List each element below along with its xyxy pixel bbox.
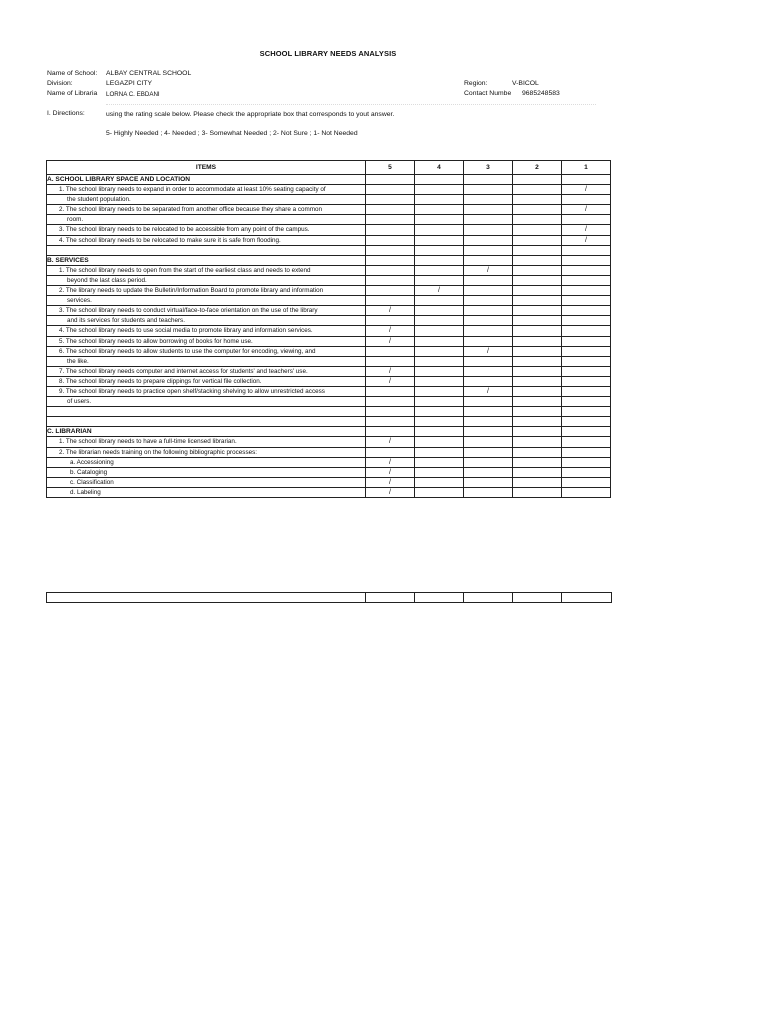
rating-5-cell[interactable] <box>366 275 415 285</box>
librarian-label: Name of Libraria <box>47 90 98 97</box>
item-text: of users. <box>47 397 366 407</box>
table-row <box>47 376 611 386</box>
rating-5-cell[interactable] <box>366 195 415 205</box>
rating-3-cell[interactable] <box>464 215 513 225</box>
needs-table <box>46 160 611 498</box>
item-text: room. <box>47 215 366 225</box>
rating-2-cell[interactable] <box>513 407 562 417</box>
item-text <box>47 417 366 427</box>
table-row <box>47 275 611 285</box>
section-row <box>47 255 611 265</box>
rating-3-cell[interactable]: / <box>464 386 513 396</box>
section-heading: B. SERVICES <box>47 255 366 265</box>
item-text: d. Labeling <box>47 487 366 497</box>
item-text: 5. The school library needs to allow borrowing of books for home use. <box>47 336 366 346</box>
rating-3-cell[interactable] <box>464 447 513 457</box>
rating-3-cell[interactable] <box>464 316 513 326</box>
rating-4-cell[interactable] <box>415 296 464 306</box>
rating-1-cell[interactable] <box>562 306 611 316</box>
rating-1-cell[interactable] <box>562 346 611 356</box>
rating-3-cell[interactable] <box>464 326 513 336</box>
rating-3-cell[interactable] <box>464 397 513 407</box>
rating-1-cell[interactable] <box>562 275 611 285</box>
table-row <box>47 346 611 356</box>
rating-5-cell[interactable] <box>366 346 415 356</box>
rating-2-cell[interactable] <box>513 215 562 225</box>
item-text: 1. The school library needs to expand in order to accommodate at least 10% seating capacity of <box>47 185 366 195</box>
rating-scale-legend: 5- Highly Needed ; 4- Needed ; 3- Somewhat Needed ; 2- Not Sure ; 1- Not Needed <box>106 130 358 137</box>
rating-5-cell[interactable] <box>366 296 415 306</box>
rating-1-cell[interactable] <box>562 467 611 477</box>
rating-5-cell[interactable] <box>366 215 415 225</box>
rating-4-cell[interactable] <box>415 265 464 275</box>
rating-5-cell[interactable]: / <box>366 376 415 386</box>
rating-3-cell[interactable] <box>464 275 513 285</box>
rating-1-cell[interactable] <box>562 407 611 417</box>
table-body <box>47 175 611 498</box>
rating-3-cell[interactable] <box>464 205 513 215</box>
header-rating-3: 3 <box>464 161 513 175</box>
rating-4-cell[interactable] <box>415 397 464 407</box>
header-items: ITEMS <box>47 161 366 175</box>
rating-3-cell[interactable] <box>464 376 513 386</box>
rating-5-cell[interactable] <box>366 356 415 366</box>
item-text: 2. The library needs to update the Bulletin/Information Board to promote library and information <box>47 286 366 296</box>
rating-5-cell[interactable]: / <box>366 326 415 336</box>
rating-3-cell[interactable] <box>464 235 513 245</box>
rating-5-cell[interactable]: / <box>366 306 415 316</box>
footer-cell <box>366 593 415 603</box>
rating-4-cell[interactable] <box>415 175 464 185</box>
rating-1-cell[interactable] <box>562 366 611 376</box>
rating-4-cell[interactable] <box>415 346 464 356</box>
rating-2-cell[interactable] <box>513 296 562 306</box>
rating-4-cell[interactable] <box>415 366 464 376</box>
table-row <box>47 316 611 326</box>
table-row <box>47 265 611 275</box>
footer-cell <box>562 593 612 603</box>
item-text: c. Classification <box>47 477 366 487</box>
item-text <box>47 407 366 417</box>
rating-2-cell[interactable] <box>513 366 562 376</box>
rating-5-cell[interactable] <box>366 205 415 215</box>
rating-1-cell[interactable] <box>562 417 611 427</box>
rating-1-cell[interactable] <box>562 356 611 366</box>
rating-2-cell[interactable] <box>513 397 562 407</box>
rating-4-cell[interactable] <box>415 316 464 326</box>
rating-2-cell[interactable] <box>513 225 562 235</box>
rating-2-cell[interactable] <box>513 245 562 255</box>
rating-2-cell[interactable] <box>513 326 562 336</box>
rating-2-cell[interactable] <box>513 386 562 396</box>
rating-1-cell[interactable] <box>562 286 611 296</box>
rating-2-cell[interactable] <box>513 306 562 316</box>
rating-3-cell[interactable]: / <box>464 265 513 275</box>
rating-3-cell[interactable] <box>464 407 513 417</box>
rating-1-cell[interactable] <box>562 175 611 185</box>
item-text: 1. The school library needs to open from the start of the earliest class and needs to extend <box>47 265 366 275</box>
rating-1-cell[interactable] <box>562 195 611 205</box>
rating-4-cell[interactable] <box>415 306 464 316</box>
rating-2-cell[interactable] <box>513 175 562 185</box>
item-text: 7. The school library needs computer and internet access for students' and teachers' use. <box>47 366 366 376</box>
division-value: LEGAZPI CITY <box>106 80 153 87</box>
footer-cell <box>415 593 464 603</box>
rating-5-cell[interactable] <box>366 397 415 407</box>
item-text: 6. The school library needs to allow students to use the computer for encoding, viewing, and <box>47 346 366 356</box>
section-heading: A. SCHOOL LIBRARY SPACE AND LOCATION <box>47 175 366 185</box>
school-name-label: Name of School: <box>47 70 98 77</box>
rating-5-cell[interactable]: / <box>366 487 415 497</box>
rating-3-cell[interactable] <box>464 225 513 235</box>
item-text: 9. The school library needs to practice open shelf/stacking shelving to allow unrestricted access <box>47 386 366 396</box>
directions-label: I. Directions: <box>47 110 85 117</box>
rating-4-cell[interactable] <box>415 457 464 467</box>
rating-2-cell[interactable] <box>513 376 562 386</box>
librarian-value: LORNA C. EBDANI <box>106 91 160 98</box>
rating-2-cell[interactable] <box>513 235 562 245</box>
rating-5-cell[interactable] <box>366 245 415 255</box>
section-heading: C. LIBRARIAN <box>47 427 366 437</box>
rating-5-cell[interactable] <box>366 316 415 326</box>
table-row <box>47 397 611 407</box>
item-text: 4. The school library needs to use social media to promote library and information services. <box>47 326 366 336</box>
rating-3-cell[interactable] <box>464 175 513 185</box>
rating-4-cell[interactable] <box>415 356 464 366</box>
rating-2-cell[interactable] <box>513 195 562 205</box>
rating-3-cell[interactable] <box>464 336 513 346</box>
rating-1-cell[interactable] <box>562 215 611 225</box>
rating-3-cell[interactable] <box>464 427 513 437</box>
item-text: 3. The school library needs to be relocated to be accessible from any point of the campus. <box>47 225 366 235</box>
rating-4-cell[interactable]: / <box>415 286 464 296</box>
directions-text: using the rating scale below. Please check the appropriate box that corresponds to yout answer. <box>106 111 395 118</box>
rating-5-cell[interactable]: / <box>366 467 415 477</box>
item-text: and its services for students and teachers. <box>47 316 366 326</box>
table-header-row <box>47 161 611 175</box>
rating-3-cell[interactable] <box>464 437 513 447</box>
footer-cell <box>464 593 513 603</box>
item-text: the student population. <box>47 195 366 205</box>
rating-4-cell[interactable] <box>415 477 464 487</box>
rating-3-cell[interactable] <box>464 457 513 467</box>
rating-4-cell[interactable] <box>415 326 464 336</box>
footer-cell <box>47 593 366 603</box>
table-row <box>47 185 611 195</box>
rating-2-cell[interactable] <box>513 356 562 366</box>
school-name-value: ALBAY CENTRAL SCHOOL <box>106 70 192 77</box>
rating-2-cell[interactable] <box>513 457 562 467</box>
rating-3-cell[interactable] <box>464 467 513 477</box>
rating-5-cell[interactable] <box>366 407 415 417</box>
item-text: 1. The school library needs to have a full-time licensed librarian. <box>47 437 366 447</box>
table-row <box>47 245 611 255</box>
table-row <box>47 477 611 487</box>
table-row <box>47 326 611 336</box>
rating-4-cell[interactable] <box>415 376 464 386</box>
rating-1-cell[interactable] <box>562 487 611 497</box>
header-rating-1: 1 <box>562 161 611 175</box>
rating-5-cell[interactable] <box>366 427 415 437</box>
rating-1-cell[interactable]: / <box>562 235 611 245</box>
rating-1-cell[interactable] <box>562 386 611 396</box>
rating-2-cell[interactable] <box>513 205 562 215</box>
item-text: services. <box>47 296 366 306</box>
rating-2-cell[interactable] <box>513 477 562 487</box>
rating-4-cell[interactable] <box>415 185 464 195</box>
rating-4-cell[interactable] <box>415 235 464 245</box>
item-text: 3. The school library needs to conduct virtual/face-to-face orientation on the use of the library <box>47 306 366 316</box>
rating-2-cell[interactable] <box>513 467 562 477</box>
footer-table-row <box>46 592 612 603</box>
rating-4-cell[interactable] <box>415 215 464 225</box>
table-row <box>47 356 611 366</box>
rating-4-cell[interactable] <box>415 437 464 447</box>
item-text: beyond the last class period. <box>47 275 366 285</box>
table-row <box>47 457 611 467</box>
table-row <box>47 437 611 447</box>
rating-1-cell[interactable] <box>562 245 611 255</box>
header-rating-5: 5 <box>366 161 415 175</box>
rating-2-cell[interactable] <box>513 336 562 346</box>
rating-1-cell[interactable] <box>562 397 611 407</box>
rating-5-cell[interactable] <box>366 255 415 265</box>
rating-5-cell[interactable]: / <box>366 457 415 467</box>
rating-5-cell[interactable]: / <box>366 336 415 346</box>
rating-4-cell[interactable] <box>415 467 464 477</box>
rating-4-cell[interactable] <box>415 225 464 235</box>
table-row <box>47 235 611 245</box>
contact-value: 9685248583 <box>522 90 560 97</box>
rating-4-cell[interactable] <box>415 427 464 437</box>
footer-cell <box>513 593 562 603</box>
rating-4-cell[interactable] <box>415 386 464 396</box>
rating-5-cell[interactable] <box>366 225 415 235</box>
table-row <box>47 447 611 457</box>
rating-1-cell[interactable]: / <box>562 205 611 215</box>
rating-4-cell[interactable] <box>415 336 464 346</box>
rating-1-cell[interactable] <box>562 447 611 457</box>
rating-5-cell[interactable]: / <box>366 366 415 376</box>
rating-4-cell[interactable] <box>415 245 464 255</box>
rating-4-cell[interactable] <box>415 195 464 205</box>
region-label: Region: <box>464 80 488 87</box>
rating-1-cell[interactable] <box>562 437 611 447</box>
rating-5-cell[interactable] <box>366 265 415 275</box>
item-text: 2. The librarian needs training on the following bibliographic processes: <box>47 447 366 457</box>
table-row <box>47 366 611 376</box>
rating-5-cell[interactable] <box>366 235 415 245</box>
table-row <box>47 407 611 417</box>
rating-3-cell[interactable] <box>464 195 513 205</box>
rating-2-cell[interactable] <box>513 437 562 447</box>
rating-3-cell[interactable]: / <box>464 346 513 356</box>
rating-1-cell[interactable] <box>562 316 611 326</box>
rating-1-cell[interactable] <box>562 336 611 346</box>
rating-1-cell[interactable] <box>562 457 611 467</box>
rating-5-cell[interactable] <box>366 447 415 457</box>
rating-5-cell[interactable] <box>366 185 415 195</box>
rating-1-cell[interactable] <box>562 255 611 265</box>
rating-2-cell[interactable] <box>513 316 562 326</box>
header-rating-4: 4 <box>415 161 464 175</box>
rating-2-cell[interactable] <box>513 185 562 195</box>
section-row <box>47 175 611 185</box>
rating-3-cell[interactable] <box>464 487 513 497</box>
table-row <box>47 195 611 205</box>
rating-1-cell[interactable] <box>562 326 611 336</box>
rating-1-cell[interactable]: / <box>562 185 611 195</box>
rating-5-cell[interactable] <box>366 417 415 427</box>
table-row <box>47 215 611 225</box>
rating-3-cell[interactable] <box>464 185 513 195</box>
table-row <box>47 467 611 477</box>
table-row <box>47 296 611 306</box>
rating-1-cell[interactable] <box>562 427 611 437</box>
item-text <box>47 245 366 255</box>
rating-3-cell[interactable] <box>464 306 513 316</box>
table-row <box>47 386 611 396</box>
rating-1-cell[interactable]: / <box>562 225 611 235</box>
clipped-text-line <box>106 104 596 109</box>
rating-4-cell[interactable] <box>415 205 464 215</box>
rating-4-cell[interactable] <box>415 407 464 417</box>
table-row <box>47 487 611 497</box>
rating-2-cell[interactable] <box>513 427 562 437</box>
rating-5-cell[interactable] <box>366 286 415 296</box>
rating-2-cell[interactable] <box>513 265 562 275</box>
region-value: V-BICOL <box>512 80 539 87</box>
rating-4-cell[interactable] <box>415 275 464 285</box>
item-text: 4. The school library needs to be relocated to make sure it is safe from flooding. <box>47 235 366 245</box>
rating-2-cell[interactable] <box>513 255 562 265</box>
table-row <box>47 306 611 316</box>
rating-3-cell[interactable] <box>464 356 513 366</box>
rating-4-cell[interactable] <box>415 487 464 497</box>
contact-label: Contact Numbe <box>464 90 512 97</box>
table-row <box>47 336 611 346</box>
rating-1-cell[interactable] <box>562 376 611 386</box>
rating-3-cell[interactable] <box>464 296 513 306</box>
division-label: Division: <box>47 80 73 87</box>
item-text: b. Cataloging <box>47 467 366 477</box>
rating-1-cell[interactable] <box>562 265 611 275</box>
item-text: 2. The school library needs to be separated from another office because they share a common <box>47 205 366 215</box>
rating-3-cell[interactable] <box>464 366 513 376</box>
rating-3-cell[interactable] <box>464 477 513 487</box>
table-row <box>47 205 611 215</box>
item-text: the like. <box>47 356 366 366</box>
rating-5-cell[interactable] <box>366 386 415 396</box>
item-text: 8. The school library needs to prepare clippings for vertical file collection. <box>47 376 366 386</box>
table-row <box>47 286 611 296</box>
rating-2-cell[interactable] <box>513 447 562 457</box>
rating-3-cell[interactable] <box>464 255 513 265</box>
table-row <box>47 225 611 235</box>
rating-2-cell[interactable] <box>513 286 562 296</box>
rating-1-cell[interactable] <box>562 296 611 306</box>
rating-3-cell[interactable] <box>464 417 513 427</box>
header-rating-2: 2 <box>513 161 562 175</box>
rating-5-cell[interactable] <box>366 175 415 185</box>
table-row <box>47 417 611 427</box>
rating-4-cell[interactable] <box>415 447 464 457</box>
rating-3-cell[interactable] <box>464 286 513 296</box>
rating-3-cell[interactable] <box>464 245 513 255</box>
rating-5-cell[interactable]: / <box>366 477 415 487</box>
rating-2-cell[interactable] <box>513 275 562 285</box>
rating-4-cell[interactable] <box>415 417 464 427</box>
rating-2-cell[interactable] <box>513 417 562 427</box>
rating-4-cell[interactable] <box>415 255 464 265</box>
rating-1-cell[interactable] <box>562 477 611 487</box>
rating-5-cell[interactable]: / <box>366 437 415 447</box>
rating-2-cell[interactable] <box>513 487 562 497</box>
rating-2-cell[interactable] <box>513 346 562 356</box>
section-row <box>47 427 611 437</box>
item-text: a. Accessioning <box>47 457 366 467</box>
document-title: SCHOOL LIBRARY NEEDS ANALYSIS <box>259 49 397 58</box>
